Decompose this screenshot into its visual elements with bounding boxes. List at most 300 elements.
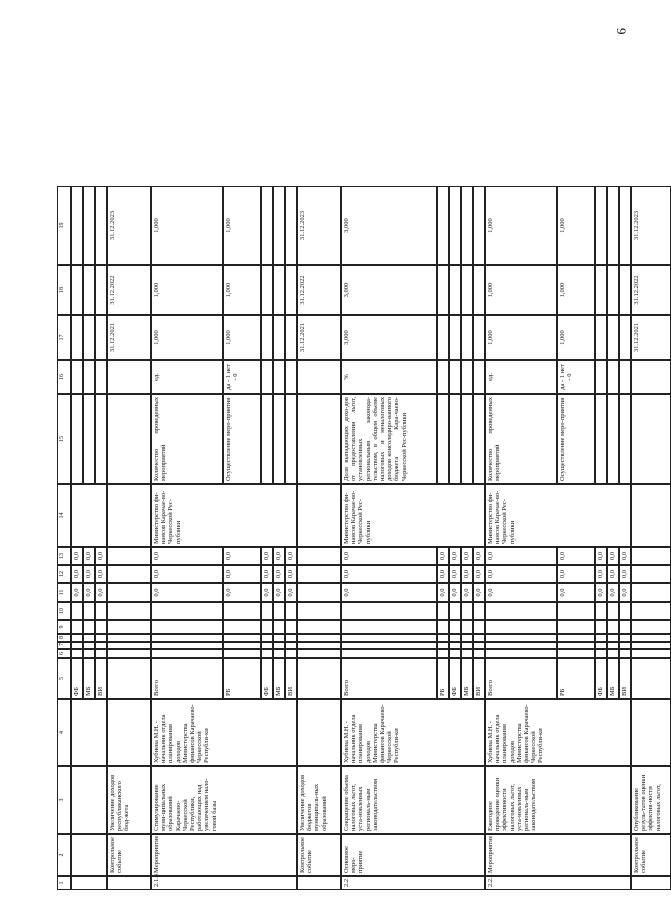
cell-m221_mb-c16 (607, 360, 619, 394)
cell-top_vi-c16 (95, 360, 107, 394)
cell-m221_vi-c12: 0,0 (619, 565, 631, 583)
cell-m213_fb-c5: ФБ (261, 658, 273, 699)
cell-m213-c11: 0,0 (151, 583, 223, 602)
cell-m221_fb-c13: 0,0 (595, 547, 607, 565)
cell-m22-c13: 0,0 (341, 547, 437, 565)
cell-m22_fb-c7 (449, 642, 461, 649)
cell-m221_mb-c18 (607, 265, 619, 315)
cell-top_mb-c18 (83, 265, 95, 315)
cell-m22-c3: Сокращение объема налоговых льгот, уста-новленных региональ-ным законодательством (341, 766, 485, 834)
cell-top_vi-c9 (95, 620, 107, 634)
cell-m213_fb-c8 (261, 634, 273, 642)
cell-m22-c17: 3,000 (341, 315, 437, 360)
cell-m22-c15: Доля выпадающих дохо-дов от предоставления льгот, установленных региональным законода-тельством, в общем объеме налоговых и неналоговых доходов консолидиро-ванного бюджета Кара-чаево-Черкесской Рес-публики (341, 394, 437, 484)
cell-m221_rb-c10 (557, 602, 595, 620)
rotated-page (57, 10, 662, 890)
header-col-9: 9 (57, 620, 71, 634)
cell-top_fb-c8 (71, 634, 83, 642)
cell-m221_vi-c18 (619, 265, 631, 315)
cell-m213_fb-c7 (261, 642, 273, 649)
cell-cs3-c2: Контрольное событие (631, 834, 671, 876)
cell-m213-c8 (151, 634, 223, 642)
header-col-11: 11 (57, 583, 71, 602)
cell-cs1-c10 (107, 602, 151, 620)
header-col-13: 13 (57, 547, 71, 565)
cell-cs1-c16 (107, 360, 151, 394)
cell-cs3-c19: 31.12.2023 (631, 186, 671, 265)
cell-cs3-c12 (631, 565, 671, 583)
cell-m213_rb-c15: Осуществление меро-приятия (223, 394, 261, 484)
cell-m22_vi-c10 (473, 602, 485, 620)
cell-m213_vi-c7 (285, 642, 297, 649)
cell-m213_mb-c17 (273, 315, 285, 360)
cell-m221_fb-c16 (595, 360, 607, 394)
cell-m221_vi-c16 (619, 360, 631, 394)
cell-top_vi-c11: 0,0 (95, 583, 107, 602)
cell-m221_vi-c9 (619, 620, 631, 634)
cell-m213_mb-c9 (273, 620, 285, 634)
cell-m22_fb-c13: 0,0 (449, 547, 461, 565)
cell-m213_mb-c7 (273, 642, 285, 649)
cell-m221_mb-c13: 0,0 (607, 547, 619, 565)
cell-top_vi-c6 (95, 649, 107, 658)
cell-m213_fb-c13: 0,0 (261, 547, 273, 565)
cell-cs1-c18: 31.12.2022 (107, 265, 151, 315)
header-col-19: 19 (57, 186, 71, 265)
cell-m22-c12: 0,0 (341, 565, 437, 583)
cell-m221_rb-c17: 1,000 (557, 315, 595, 360)
cell-m213_rb-c9 (223, 620, 261, 634)
cell-m221_mb-c8 (607, 634, 619, 642)
cell-m213_fb-c19 (261, 186, 273, 265)
cell-m22_rb-c16 (437, 360, 449, 394)
cell-top_fb-c7 (71, 642, 83, 649)
cell-m22_vi-c5: ВИ (473, 658, 485, 699)
cell-m22-c2: Основное меро-приятие (341, 834, 485, 876)
cell-m221_vi-c10 (619, 602, 631, 620)
cell-m213-c14: Министерство фи-нансов Карачае-во-Черкесской Рес-публики (151, 484, 297, 547)
cell-m22_vi-c17 (473, 315, 485, 360)
header-col-2: 2 (57, 834, 71, 876)
cell-m221-c1: 2.2.1 (485, 876, 631, 890)
cell-cs3-c11 (631, 583, 671, 602)
cell-m213_vi-c15 (285, 394, 297, 484)
cell-m22_rb-c19 (437, 186, 449, 265)
cell-m221_fb-c12: 0,0 (595, 565, 607, 583)
cell-m221-c9 (485, 620, 557, 634)
cell-m213-c5: Всего (151, 658, 223, 699)
cell-m221_vi-c17 (619, 315, 631, 360)
cell-m213-c16: ед. (151, 360, 223, 394)
cell-m22_fb-c12: 0,0 (449, 565, 461, 583)
cell-m22_vi-c12: 0,0 (473, 565, 485, 583)
cell-cs1-c9 (107, 620, 151, 634)
cell-m221_vi-c13: 0,0 (619, 547, 631, 565)
cell-m213_fb-c12: 0,0 (261, 565, 273, 583)
cell-m213-c4: Хубиева М.Н. - начальник отдела планирования доходов Министерства финансов Карачаево-Черкесской Республи-ки (151, 699, 297, 766)
cell-m221_vi-c11: 0,0 (619, 583, 631, 602)
cell-m22_rb-c15 (437, 394, 449, 484)
cell-m22-c1: 2.2 (341, 876, 485, 890)
cell-m221-c4: Хубиева М.Н. - начальник отдела планирования доходов Министерства финансов Карачаево-Черкесской Республи-ки (485, 699, 631, 766)
cell-m213_rb-c16: да - 1 нет - 0 (223, 360, 261, 394)
cell-m213_mb-c8 (273, 634, 285, 642)
cell-cs1-c11 (107, 583, 151, 602)
header-col-5: 5 (57, 658, 71, 699)
cell-m221_rb-c18: 1,000 (557, 265, 595, 315)
cell-m221_mb-c9 (607, 620, 619, 634)
cell-m22-c14: Министерство фи-нансов Карачае-во-Черкесской Рес-публики (341, 484, 485, 547)
cell-m22_fb-c8 (449, 634, 461, 642)
cell-cs3-c7 (631, 642, 671, 649)
cell-top_mb-c15 (83, 394, 95, 484)
cell-m22_fb-c9 (449, 620, 461, 634)
cell-m22_mb-c17 (461, 315, 473, 360)
cell-top_fb-c14 (71, 484, 107, 547)
cell-m213_mb-c19 (273, 186, 285, 265)
cell-top_mb-c17 (83, 315, 95, 360)
cell-m221_rb-c13: 0,0 (557, 547, 595, 565)
cell-m22-c8 (341, 634, 437, 642)
cell-cs3-c1 (631, 876, 671, 890)
cell-m22-c7 (341, 642, 437, 649)
cell-cs1-c1 (107, 876, 151, 890)
cell-m213_mb-c11: 0,0 (273, 583, 285, 602)
cell-top_fb-c3 (71, 766, 107, 834)
cell-m221_rb-c15: Осуществление меро-приятия (557, 394, 595, 484)
cell-top_mb-c6 (83, 649, 95, 658)
cell-m221-c11: 0,0 (485, 583, 557, 602)
cell-m221_rb-c12: 0,0 (557, 565, 595, 583)
cell-m213_rb-c7 (223, 642, 261, 649)
cell-cs1-c6 (107, 649, 151, 658)
cell-cs2-c15 (297, 394, 341, 484)
cell-m213_rb-c18: 1,000 (223, 265, 261, 315)
cell-m22_fb-c6 (449, 649, 461, 658)
cell-m22_vi-c19 (473, 186, 485, 265)
cell-m221-c8 (485, 634, 557, 642)
cell-cs2-c17: 31.12.2021 (297, 315, 341, 360)
header-col-14: 14 (57, 484, 71, 547)
cell-m213_mb-c5: МБ (273, 658, 285, 699)
cell-m213_rb-c10 (223, 602, 261, 620)
cell-m221_rb-c9 (557, 620, 595, 634)
cell-cs3-c3: Опубликование резуль-татов оценки эффектив-ности налоговых льгот, (631, 766, 671, 834)
cell-cs2-c5 (297, 658, 341, 699)
header-col-18: 18 (57, 265, 71, 315)
cell-m213_fb-c17 (261, 315, 273, 360)
cell-m22_vi-c13: 0,0 (473, 547, 485, 565)
cell-cs3-c6 (631, 649, 671, 658)
cell-cs2-c18: 31.12.2022 (297, 265, 341, 315)
cell-cs1-c15 (107, 394, 151, 484)
cell-cs1-c12 (107, 565, 151, 583)
cell-m213-c9 (151, 620, 223, 634)
cell-m213-c1: 2.1.3 (151, 876, 297, 890)
cell-m221_fb-c7 (595, 642, 607, 649)
cell-m22_mb-c16 (461, 360, 473, 394)
cell-top_fb-c11: 0,0 (71, 583, 83, 602)
cell-top_fb-c5: ФБ (71, 658, 83, 699)
cell-cs3-c13 (631, 547, 671, 565)
cell-m213_rb-c8 (223, 634, 261, 642)
cell-m213_mb-c18 (273, 265, 285, 315)
cell-top_mb-c8 (83, 634, 95, 642)
cell-m213_vi-c18 (285, 265, 297, 315)
header-col-12: 12 (57, 565, 71, 583)
cell-m213_rb-c13: 0,0 (223, 547, 261, 565)
cell-m221-c15: Количество проведенных мероприятий (485, 394, 557, 484)
cell-top_fb-c9 (71, 620, 83, 634)
cell-cs2-c11 (297, 583, 341, 602)
cell-cs2-c13 (297, 547, 341, 565)
cell-m22_mb-c9 (461, 620, 473, 634)
cell-cs3-c9 (631, 620, 671, 634)
cell-top_vi-c5: ВИ (95, 658, 107, 699)
cell-cs1-c8 (107, 634, 151, 642)
cell-cs2-c7 (297, 642, 341, 649)
cell-m213_mb-c6 (273, 649, 285, 658)
cell-cs1-c13 (107, 547, 151, 565)
cell-m22_fb-c10 (449, 602, 461, 620)
cell-m221-c12: 0,0 (485, 565, 557, 583)
cell-m213-c18: 1,000 (151, 265, 223, 315)
cell-cs3-c16 (631, 360, 671, 394)
cell-m213_vi-c9 (285, 620, 297, 634)
cell-m221_mb-c7 (607, 642, 619, 649)
cell-top_mb-c19 (83, 186, 95, 265)
cell-m221_rb-c16: да - 1 нет - 0 (557, 360, 595, 394)
cell-m22_mb-c7 (461, 642, 473, 649)
cell-cs1-c3: Увеличение доходов республиканского бюд-жета (107, 766, 151, 834)
cell-m221_fb-c8 (595, 634, 607, 642)
cell-m221-c16: ед. (485, 360, 557, 394)
cell-m213_vi-c8 (285, 634, 297, 642)
cell-m22-c11: 0,0 (341, 583, 437, 602)
cell-m221_mb-c6 (607, 649, 619, 658)
cell-top_mb-c12: 0,0 (83, 565, 95, 583)
cell-m221_rb-c11: 0,0 (557, 583, 595, 602)
cell-m213-c15: Количество проведенных мероприятий (151, 394, 223, 484)
header-col-10: 10 (57, 602, 71, 620)
cell-top_vi-c8 (95, 634, 107, 642)
cell-m221_rb-c5: РБ (557, 658, 595, 699)
cell-cs1-c2: Контрольное событие (107, 834, 151, 876)
cell-top_mb-c13: 0,0 (83, 547, 95, 565)
cell-m221_fb-c17 (595, 315, 607, 360)
cell-m221_vi-c8 (619, 634, 631, 642)
cell-m213_vi-c12: 0,0 (285, 565, 297, 583)
cell-m22_vi-c16 (473, 360, 485, 394)
cell-m22_rb-c6 (437, 649, 449, 658)
cell-m22-c10 (341, 602, 437, 620)
cell-top_fb-c4 (71, 699, 107, 766)
cell-m213_rb-c17: 1,000 (223, 315, 261, 360)
cell-cs1-c19: 31.12.2023 (107, 186, 151, 265)
cell-m221_fb-c6 (595, 649, 607, 658)
cell-m221_mb-c5: МБ (607, 658, 619, 699)
cell-cs2-c16 (297, 360, 341, 394)
cell-m213_vi-c5: ВИ (285, 658, 297, 699)
cell-m221_vi-c5: ВИ (619, 658, 631, 699)
cell-top_fb-c6 (71, 649, 83, 658)
cell-m22_fb-c5: ФБ (449, 658, 461, 699)
cell-m221-c13: 0,0 (485, 547, 557, 565)
cell-m22_vi-c11: 0,0 (473, 583, 485, 602)
cell-cs1-c5 (107, 658, 151, 699)
cell-m213-c3: Стимулирование муни-ципальных образований Карачаево-Черкесской Республики, работающих над увеличением нало-говой базы (151, 766, 297, 834)
cell-cs2-c12 (297, 565, 341, 583)
cell-m22_rb-c11: 0,0 (437, 583, 449, 602)
cell-m221-c17: 1,000 (485, 315, 557, 360)
cell-m213_vi-c13: 0,0 (285, 547, 297, 565)
cell-m22_vi-c6 (473, 649, 485, 658)
cell-m22_rb-c5: РБ (437, 658, 449, 699)
cell-cs2-c4 (297, 699, 341, 766)
cell-cs1-c17: 31.12.2021 (107, 315, 151, 360)
cell-m213_fb-c18 (261, 265, 273, 315)
cell-m221_mb-c11: 0,0 (607, 583, 619, 602)
header-col-15: 15 (57, 394, 71, 484)
cell-m221_fb-c10 (595, 602, 607, 620)
cell-top_vi-c12: 0,0 (95, 565, 107, 583)
cell-m221-c10 (485, 602, 557, 620)
cell-m22-c16: % (341, 360, 437, 394)
cell-m213_fb-c6 (261, 649, 273, 658)
cell-m221_fb-c5: ФБ (595, 658, 607, 699)
cell-m221_rb-c6 (557, 649, 595, 658)
cell-top_mb-c9 (83, 620, 95, 634)
cell-m22_vi-c18 (473, 265, 485, 315)
cell-m213_mb-c15 (273, 394, 285, 484)
cell-m22_fb-c15 (449, 394, 461, 484)
cell-m213_rb-c19: 1,000 (223, 186, 261, 265)
cell-m221-c7 (485, 642, 557, 649)
cell-cs1-c14 (107, 484, 151, 547)
cell-m22_rb-c17 (437, 315, 449, 360)
cell-m213_vi-c17 (285, 315, 297, 360)
cell-m221_fb-c15 (595, 394, 607, 484)
cell-m221_fb-c18 (595, 265, 607, 315)
cell-top_fb-c12: 0,0 (71, 565, 83, 583)
program-table (57, 10, 662, 890)
cell-m22-c19: 3,000 (341, 186, 437, 265)
cell-top_fb-c13: 0,0 (71, 547, 83, 565)
cell-top_fb-c18 (71, 265, 83, 315)
cell-m22-c18: 3,000 (341, 265, 437, 315)
cell-m221-c14: Министерство фи-нансов Карачае-во-Черкесской Рес-публики (485, 484, 631, 547)
cell-m221_vi-c15 (619, 394, 631, 484)
cell-cs2-c19: 31.12.2023 (297, 186, 341, 265)
cell-cs3-c4 (631, 699, 671, 766)
cell-m213_fb-c15 (261, 394, 273, 484)
cell-m213_fb-c16 (261, 360, 273, 394)
cell-m213_fb-c11: 0,0 (261, 583, 273, 602)
cell-top_fb-c2 (71, 834, 107, 876)
cell-m221_mb-c12: 0,0 (607, 565, 619, 583)
cell-cs3-c5 (631, 658, 671, 699)
cell-m213_rb-c11: 0,0 (223, 583, 261, 602)
cell-m213-c2: Мероприятие (151, 834, 297, 876)
cell-cs2-c6 (297, 649, 341, 658)
cell-m22-c9 (341, 620, 437, 634)
cell-m213_mb-c12: 0,0 (273, 565, 285, 583)
cell-m22_fb-c11: 0,0 (449, 583, 461, 602)
cell-m213_rb-c12: 0,0 (223, 565, 261, 583)
cell-m221_vi-c19 (619, 186, 631, 265)
cell-top_mb-c5: МБ (83, 658, 95, 699)
cell-m22_mb-c11: 0,0 (461, 583, 473, 602)
cell-m22_rb-c12: 0,0 (437, 565, 449, 583)
cell-top_mb-c7 (83, 642, 95, 649)
cell-m221_mb-c17 (607, 315, 619, 360)
cell-m22_mb-c10 (461, 602, 473, 620)
cell-cs3-c18: 31.12.2022 (631, 265, 671, 315)
cell-m213_rb-c6 (223, 649, 261, 658)
cell-m22_mb-c6 (461, 649, 473, 658)
cell-m221-c6 (485, 649, 557, 658)
cell-top_fb-c1 (71, 876, 107, 890)
cell-m22_fb-c16 (449, 360, 461, 394)
cell-m22-c6 (341, 649, 437, 658)
cell-m22_vi-c15 (473, 394, 485, 484)
cell-m221_fb-c9 (595, 620, 607, 634)
cell-m221_mb-c15 (607, 394, 619, 484)
cell-cs2-c3: Увеличение доходов бюджетов муниципаль-ных образований (297, 766, 341, 834)
cell-m22_fb-c19 (449, 186, 461, 265)
cell-m221_fb-c19 (595, 186, 607, 265)
cell-top_vi-c7 (95, 642, 107, 649)
cell-cs3-c17: 31.12.2021 (631, 315, 671, 360)
cell-m22_fb-c18 (449, 265, 461, 315)
header-col-3: 3 (57, 766, 71, 834)
cell-m213_vi-c6 (285, 649, 297, 658)
cell-m221-c5: Всего (485, 658, 557, 699)
cell-m221-c2: Мероприятие (485, 834, 631, 876)
cell-cs2-c8 (297, 634, 341, 642)
cell-m213-c12: 0,0 (151, 565, 223, 583)
cell-m221_rb-c8 (557, 634, 595, 642)
cell-m213_vi-c10 (285, 602, 297, 620)
cell-m22_mb-c18 (461, 265, 473, 315)
cell-m22_rb-c7 (437, 642, 449, 649)
cell-m22-c5: Всего (341, 658, 437, 699)
cell-m22_mb-c8 (461, 634, 473, 642)
header-col-7: 7 (57, 642, 71, 649)
cell-cs2-c10 (297, 602, 341, 620)
cell-m22_fb-c17 (449, 315, 461, 360)
header-col-8: 8 (57, 634, 71, 642)
cell-cs3-c15 (631, 394, 671, 484)
cell-m22_mb-c12: 0,0 (461, 565, 473, 583)
cell-m221_mb-c19 (607, 186, 619, 265)
page-number: 9 (614, 28, 629, 35)
cell-top_vi-c19 (95, 186, 107, 265)
cell-cs1-c4 (107, 699, 151, 766)
cell-m22_rb-c18 (437, 265, 449, 315)
cell-m213_vi-c19 (285, 186, 297, 265)
cell-top_fb-c10 (71, 602, 83, 620)
cell-top_fb-c19 (71, 186, 83, 265)
cell-m213-c13: 0,0 (151, 547, 223, 565)
cell-m213_vi-c11: 0,0 (285, 583, 297, 602)
cell-cs1-c7 (107, 642, 151, 649)
cell-top_mb-c11: 0,0 (83, 583, 95, 602)
cell-top_fb-c16 (71, 360, 83, 394)
cell-m22_mb-c13: 0,0 (461, 547, 473, 565)
cell-m22_rb-c9 (437, 620, 449, 634)
cell-cs3-c14 (631, 484, 671, 547)
